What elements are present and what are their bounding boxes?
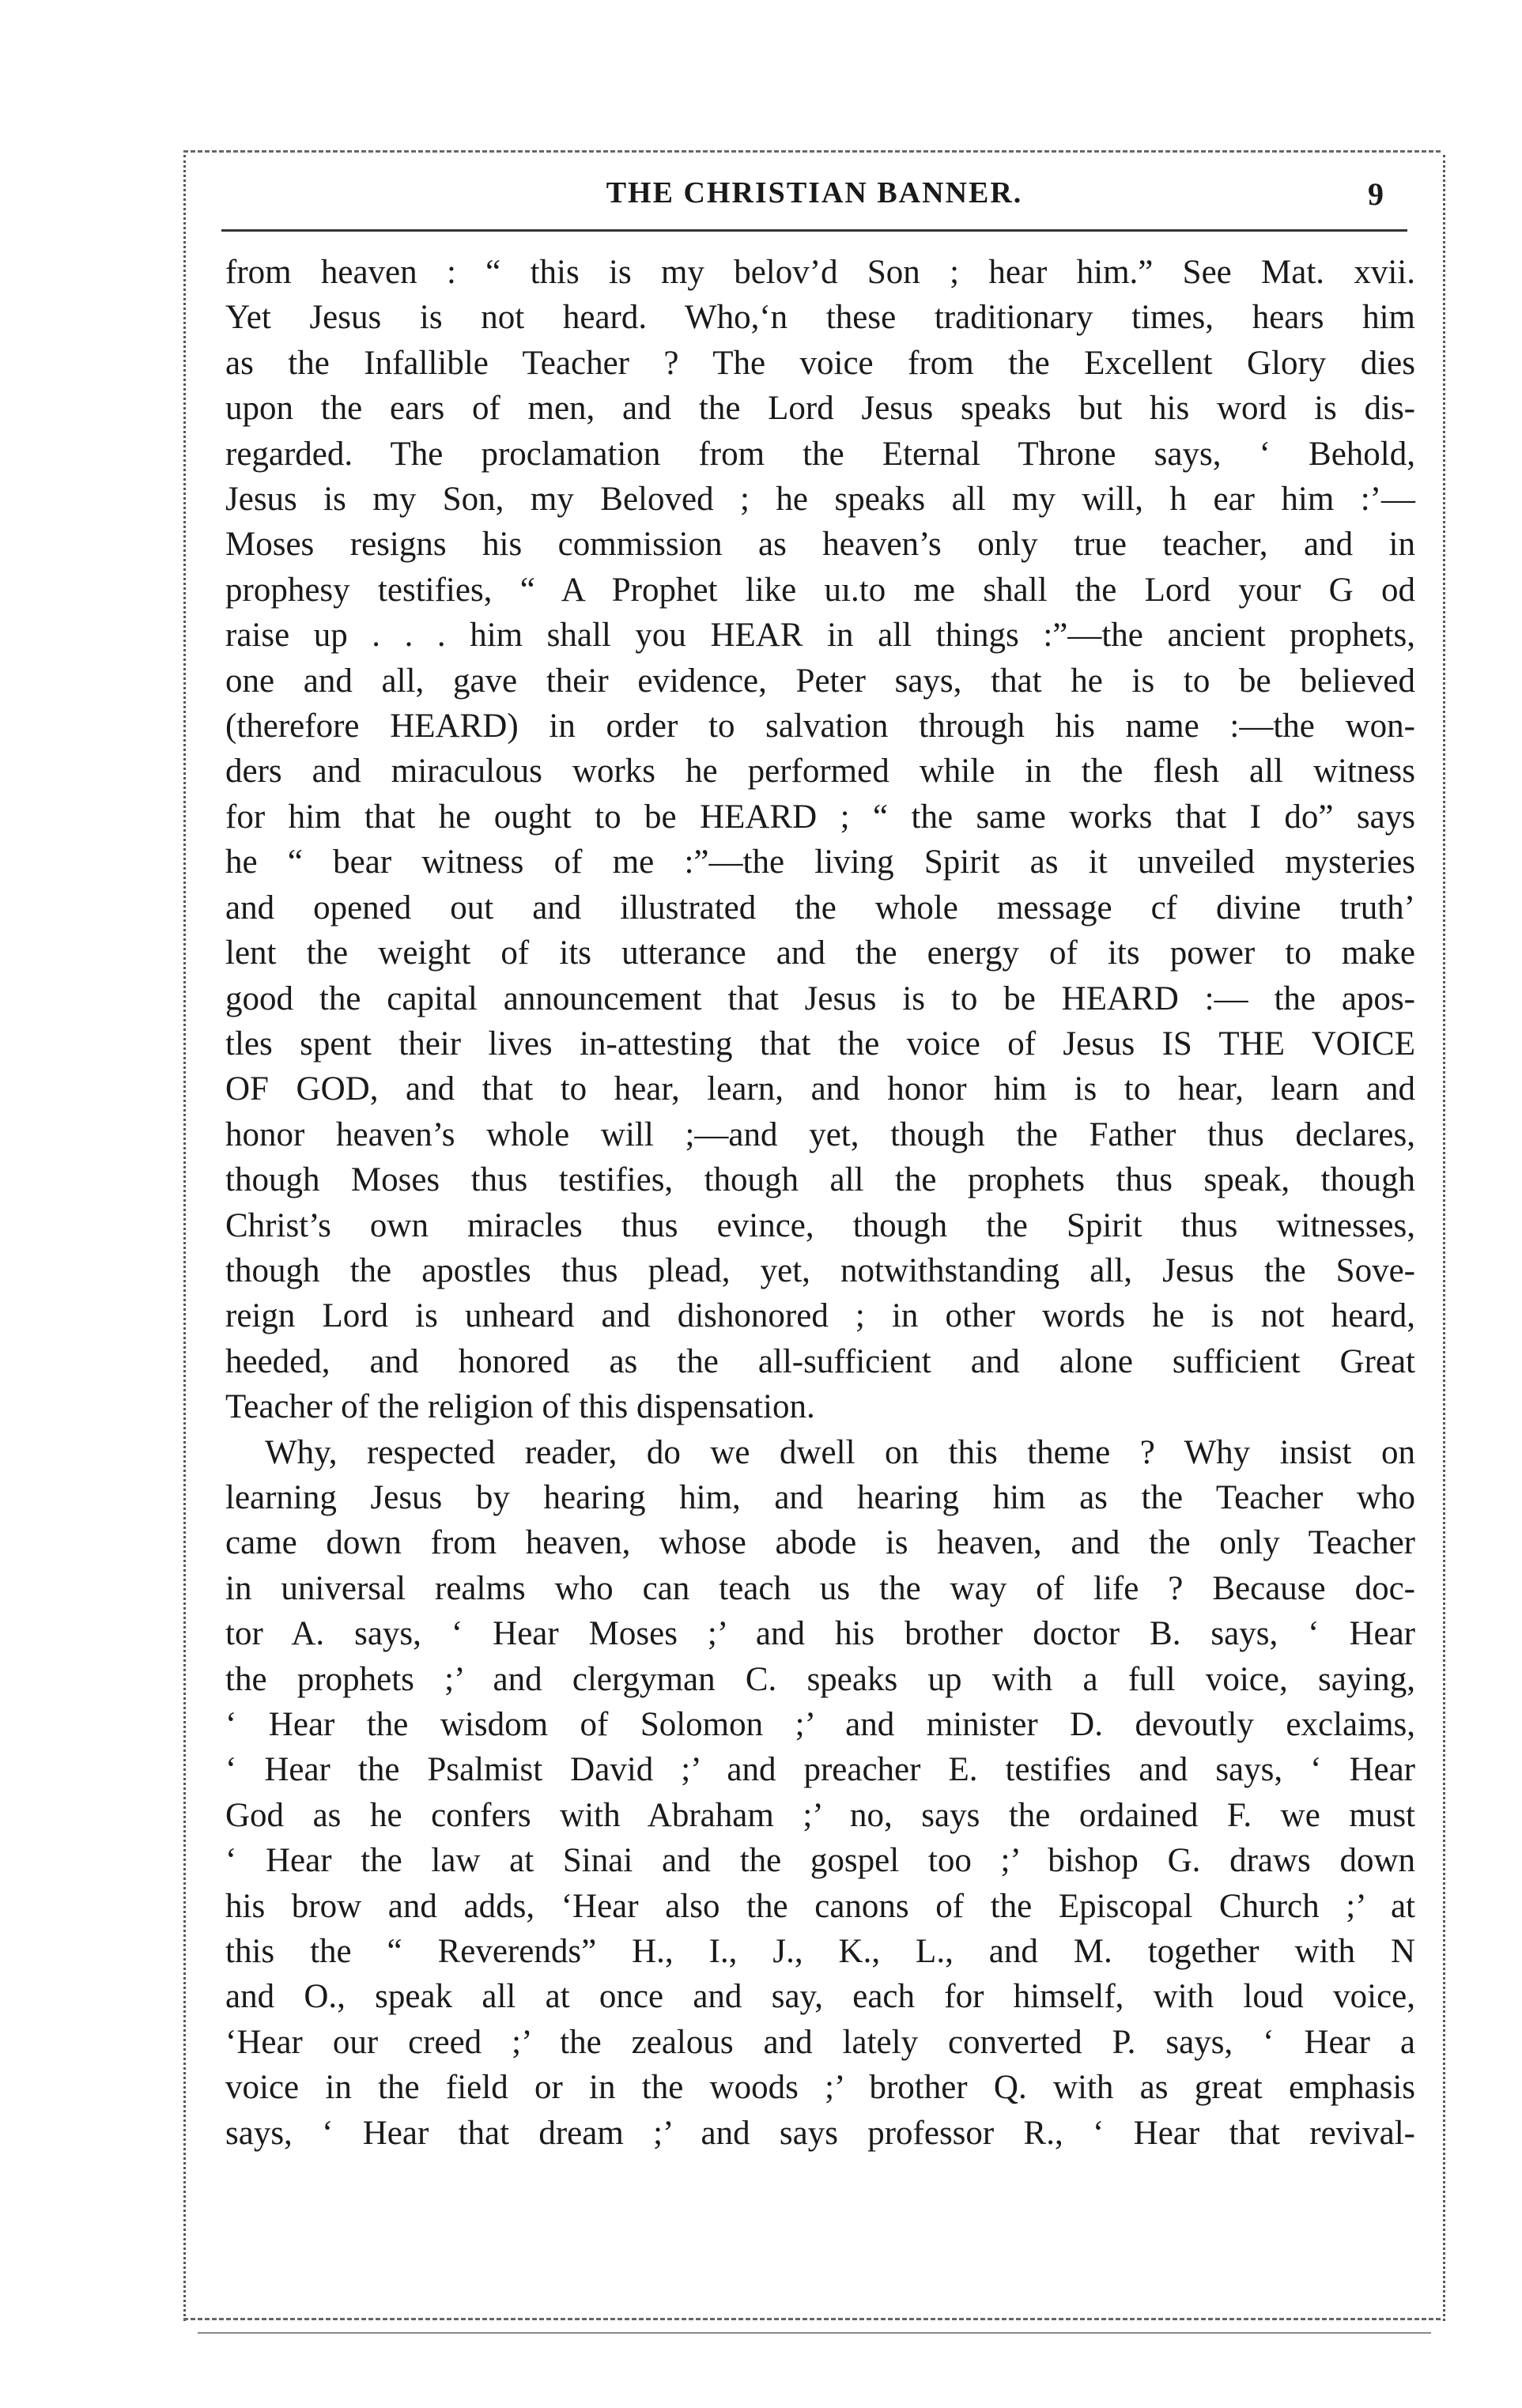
text-line: and opened out and illustrated the whole message cf divine truth’ [225, 889, 1415, 927]
text-line: (therefore HEARD) in order to salvation through his name :—the won- [225, 708, 1415, 745]
text-line: his brow and adds, ‘Hear also the canons of the Episcopal Church ;’ at [225, 1887, 1415, 1925]
top-border-rule [183, 150, 1441, 153]
text-line: though Moses thus testifies, though all the prophets thus speak, though [225, 1161, 1415, 1199]
text-line: raise up . . . him shall you HEAR in all things :”—the ancient prophets, [225, 617, 1415, 655]
text-line: Yet Jesus is not heard. Who,‘n these traditionary times, hears him [225, 299, 1415, 337]
text-line: Jesus is my Son, my Beloved ; he speaks all my will, h ear him :’— [225, 481, 1415, 519]
text-line: reign Lord is unheard and dishonored ; in other words he is not heard, [225, 1297, 1415, 1335]
text-line: upon the ears of men, and the Lord Jesus speaks but his word is dis- [225, 390, 1415, 428]
text-line: heeded, and honored as the all-sufficient and alone sufficient Great [225, 1342, 1415, 1380]
text-line: in universal realms who can teach us the way of life ? Because doc- [225, 1569, 1415, 1607]
text-line: ‘ Hear the Psalmist David ;’ and preacher E. testifies and says, ‘ Hear [225, 1751, 1415, 1789]
text-line: OF GOD, and that to hear, learn, and honor him is to hear, learn and [225, 1070, 1415, 1108]
body-text [225, 250, 1415, 2156]
header-rule [221, 229, 1407, 232]
text-line: tles spent their lives in-attesting that the voice of Jesus IS THE VOICE [225, 1025, 1415, 1062]
text-line: the prophets ;’ and clergyman C. speaks up with a full voice, saying, [225, 1660, 1415, 1698]
text-line: ‘Hear our creed ;’ the zealous and lately converted P. says, ‘ Hear a [225, 2023, 1415, 2061]
page-number: 9 [1368, 176, 1384, 212]
text-line: lent the weight of its utterance and the energy of its power to make [225, 934, 1415, 972]
bottom-border-rule-inner [198, 2332, 1431, 2334]
text-line: God as he confers with Abraham ;’ no, says the ordained F. we must [225, 1796, 1415, 1834]
text-line: says, ‘ Hear that dream ;’ and says professor R., ‘ Hear that revival- [225, 2114, 1415, 2152]
text-line: ders and miraculous works he performed while in the flesh all witness [225, 753, 1415, 791]
text-line: Moses resigns his commission as heaven’s only true teacher, and in [225, 526, 1415, 564]
text-line: good the capital announcement that Jesus is to be HEARD :— the apos- [225, 979, 1415, 1017]
text-line: Christ’s own miracles thus evince, though the Spirit thus witnesses, [225, 1206, 1415, 1244]
text-line: voice in the field or in the woods ;’ brother Q. with as great emphasis [225, 2069, 1415, 2107]
text-line: for him that he ought to be HEARD ; “ the same works that I do” says [225, 798, 1415, 836]
text-line: prophesy testifies, “ A Prophet like uı.to me shall the Lord your G od [225, 571, 1415, 609]
text-line: as the Infallible Teacher ? The voice from the Excellent Glory dies [225, 344, 1415, 382]
text-line: from heaven : “ this is my belov’d Son ; hear him.” See Mat. xvii. [225, 254, 1415, 291]
text-line: though the apostles thus plead, yet, notwithstanding all, Jesus the Sove- [225, 1251, 1415, 1289]
bottom-border-rule [183, 2318, 1441, 2320]
text-line: came down from heaven, whose abode is heaven, and the only Teacher [225, 1524, 1415, 1562]
text-line: tor A. says, ‘ Hear Moses ;’ and his brother doctor B. says, ‘ Hear [225, 1615, 1415, 1653]
paragraph-start-line: Why, respected reader, do we dwell on this theme ? Why insist on [265, 1433, 1415, 1471]
text-line: regarded. The proclamation from the Eternal Throne says, ‘ Behold, [225, 435, 1415, 473]
text-line: learning Jesus by hearing him, and hearing him as the Teacher who [225, 1478, 1415, 1516]
text-line: ‘ Hear the wisdom of Solomon ;’ and minister D. devoutly exclaims, [225, 1706, 1415, 1743]
paragraph-end-line: Teacher of the religion of this dispensation. [225, 1388, 815, 1426]
text-line: ‘ Hear the law at Sinai and the gospel too ;’ bishop G. draws down [225, 1842, 1415, 1880]
running-title: THE CHRISTIAN BANNER. [606, 176, 1023, 209]
text-line: and O., speak all at once and say, each for himself, with loud voice, [225, 1978, 1415, 2016]
page-header [221, 176, 1407, 223]
text-line: one and all, gave their evidence, Peter says, that he is to be believed [225, 662, 1415, 700]
text-line: this the “ Reverends” H., I., J., K., L., and M. together with N [225, 1933, 1415, 1971]
text-line: honor heaven’s whole will ;—and yet, though the Father thus declares, [225, 1115, 1415, 1153]
text-line: he “ bear witness of me :”—the living Spirit as it unveiled mysteries [225, 844, 1415, 881]
